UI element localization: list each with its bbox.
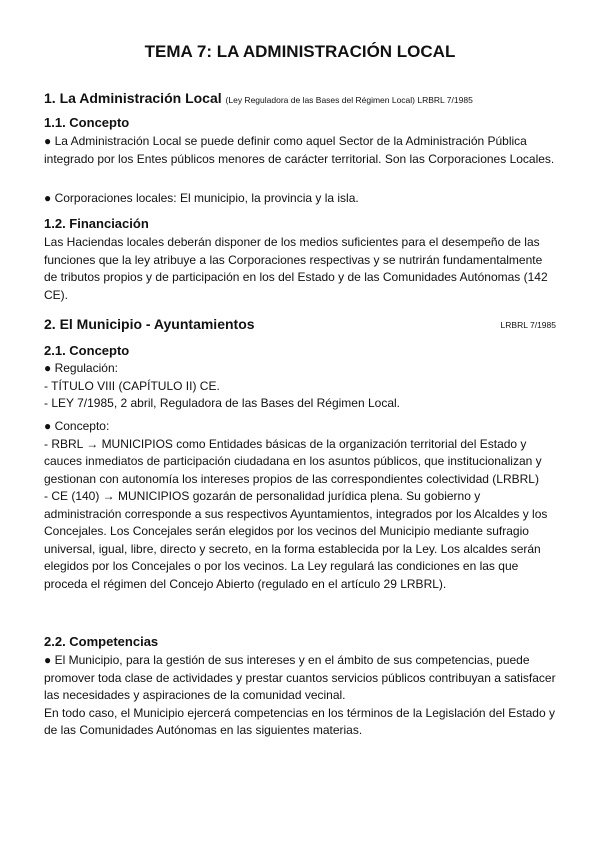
section-2-heading — [44, 316, 556, 332]
section-1-note: (Ley Reguladora de las Bases del Régimen Local) LRBRL 7/1985 — [225, 95, 473, 105]
concepto-label: ● Concepto: — [44, 419, 110, 433]
section-1-2-heading: 1.2. Financiación — [44, 216, 149, 231]
section-1-1-paragraph-1: ● La Administración Local se puede definir como aquel Sector de la Administración Pública integrado por los Entes públicos menores de carácter territorial. Son las Corporaciones Locales. — [44, 134, 555, 166]
concepto-block — [44, 418, 558, 593]
competencias-block — [44, 652, 558, 740]
section-2-reference: LRBRL 7/1985 — [500, 320, 556, 330]
section-2-2-heading: 2.2. Competencias — [44, 634, 159, 649]
document-title: TEMA 7: LA ADMINISTRACIÓN LOCAL — [144, 42, 456, 61]
section-1-heading — [44, 90, 556, 106]
regulacion-item: - TÍTULO VIII (CAPÍTULO II) CE. — [44, 378, 220, 393]
competencias-paragraph-2: En todo caso, el Municipio ejercerá competencias en los términos de la Legislación del Estado y de las Comunidades Autónomas en las siguientes materias. — [44, 705, 555, 737]
section-1-title: 1. La Administración Local — [44, 90, 222, 106]
section-1-2-paragraph: Las Haciendas locales deberán disponer de los medios suficientes para el desempeño de las funciones que la ley atribuye a las Corporaciones respectivas y se nutrirán fundamentalmente de tributos propios y de participación en los del Estado y de las Comunidades Autónomas (142 CE). — [44, 235, 548, 302]
section-2-title: 2. El Municipio - Ayuntamientos — [44, 316, 255, 332]
regulacion-list — [44, 360, 558, 413]
section-2-1-heading: 2.1. Concepto — [44, 343, 130, 358]
section-1-1-paragraph-2: ● Corporaciones locales: El municipio, la provincia y la isla. — [44, 191, 359, 205]
section-1-1-heading: 1.1. Concepto — [44, 115, 130, 130]
regulacion-item: - LEY 7/1985, 2 abril, Reguladora de las Bases del Régimen Local. — [44, 396, 400, 410]
competencias-paragraph-1: ● El Municipio, para la gestión de sus intereses y en el ámbito de sus competencias, puede promover toda clase de actividades y prestar cuantos servicios públicos contribuyan a satisfacer las necesidades y aspiraciones de la comunidad vecinal. — [44, 653, 556, 702]
concepto-ce-paragraph: - CE (140) → MUNICIPIOS gozarán de personalidad jurídica plena. Su gobierno y administración corresponde a sus respectivos Ayuntamientos, integrados por los Alcaldes y los Concejales. Los Concejales serán elegidos por los vecinos del Municipio mediante sufragio universal, igual, libre, directo y secreto, en la forma establecida por la Ley. Los alcaldes serán elegidos por los Concejales o por los vecinos. La Ley regulará las condiciones en las que proceda el régimen del Concejo Abierto (regulado en el artículo 29 LRBRL). — [44, 489, 548, 591]
regulacion-label: ● Regulación: — [44, 361, 118, 375]
concepto-rbrl-paragraph: - RBRL → MUNICIPIOS como Entidades básicas de la organización territorial del Estado y cauces inmediatos de participación ciudadana en los asuntos públicos, que institucionalizan y gestionan con autonomía los intereses propios de las correspondientes colectividad (LRBRL) — [44, 436, 542, 486]
